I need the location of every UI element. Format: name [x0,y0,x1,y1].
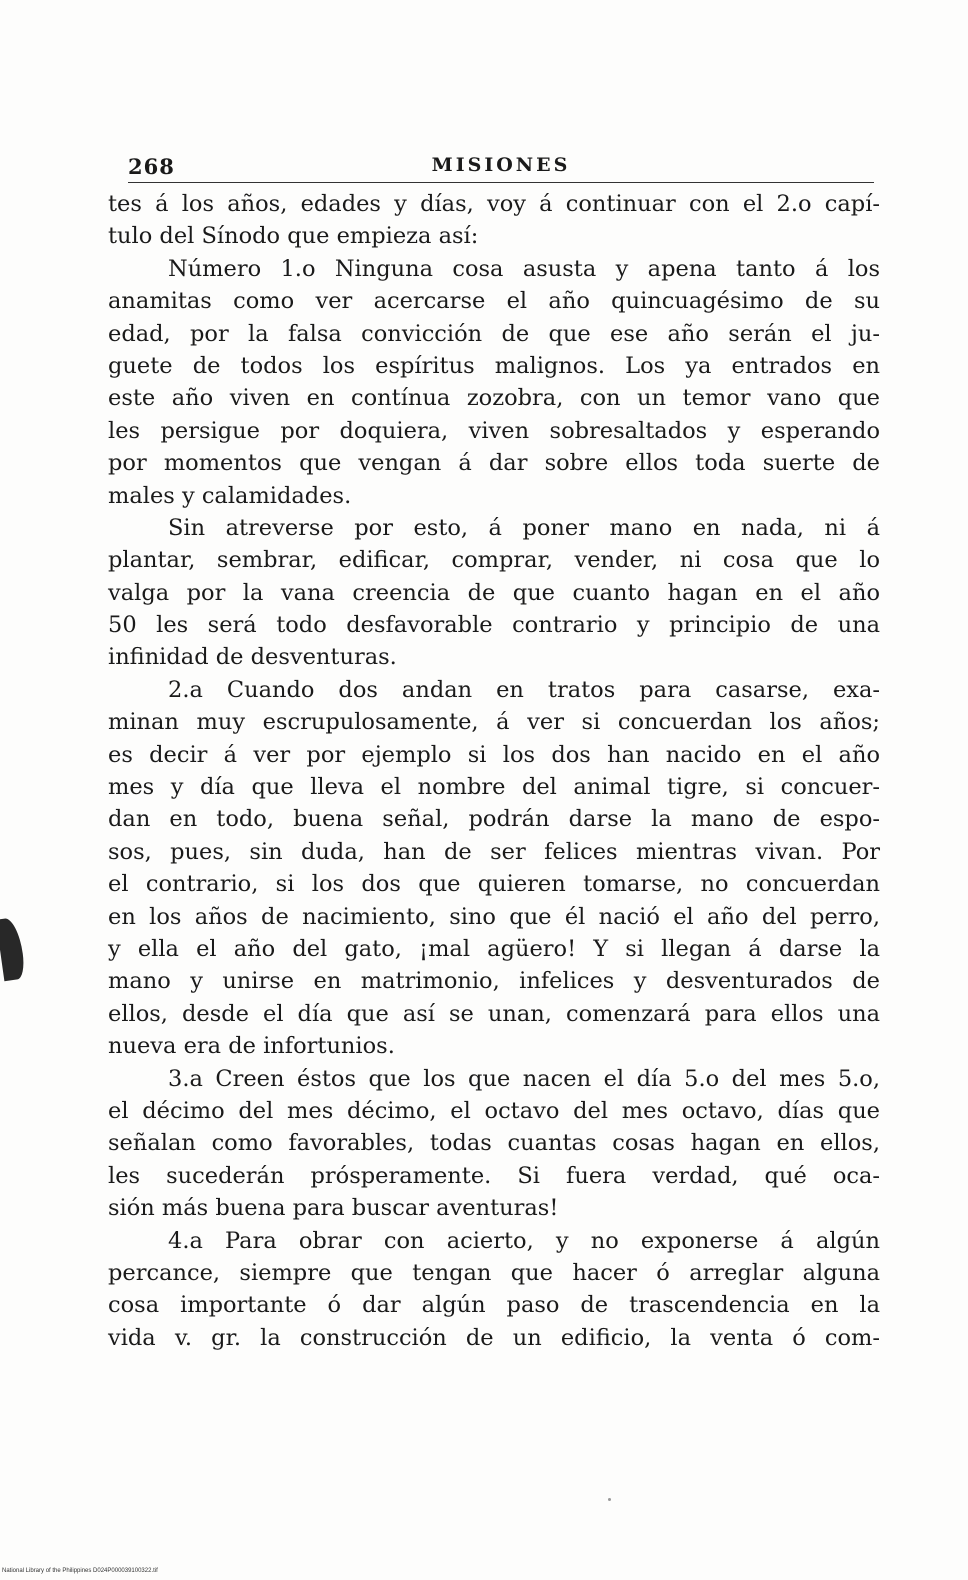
text-line: plantar, sembrar, edificar, comprar, vender, ni cosa que lo [108,547,880,574]
text-line: cosa importante ó dar algún paso de trascendencia en la [108,1292,880,1319]
text-line: edad, por la falsa convicción de que ese año serán el ju- [108,320,880,347]
paragraph-start: 4.a Para obrar con acierto, y no exponerse á algún [168,1227,880,1254]
footer-credit: National Library of the Philippines D024P000039100322.tif [2,1568,158,1574]
text-line: el décimo del mes décimo, el octavo del mes octavo, días que [108,1097,880,1124]
text-line: el contrario, si los dos que quieren tomarse, no concuerdan [108,871,880,898]
paragraph-start: 2.a Cuando dos andan en tratos para casarse, exa- [168,676,880,703]
running-head [128,152,874,183]
text-line: 50 les será todo desfavorable contrario y principio de una [108,612,880,639]
text-line: guete de todos los espíritus malignos. Los ya entrados en [108,352,880,379]
running-title: MISIONES [431,154,571,176]
paragraph-start: Sin atreverse por esto, á poner mano en nada, ni á [168,514,880,541]
text-line: y ella el año del gato, ¡mal agüero! Y si llegan á darse la [108,935,880,962]
text-line: tes á los años, edades y días, voy á continuar con el 2.o capí- [108,191,880,217]
body-text [108,188,880,1354]
text-line: este año viven en contínua zozobra, con un temor vano que [108,385,880,412]
text-line: vida v. gr. la construcción de un edificio, la venta ó com- [108,1324,880,1351]
scan-edge-mark [0,917,26,981]
text-line: por momentos que vengan á dar sobre ellos toda suerte de [108,450,880,477]
paragraph-start: Número 1.o Ninguna cosa asusta y apena tanto á los [168,255,880,282]
text-line: señalan como favorables, todas cuantas cosas hagan en ellos, [108,1130,880,1157]
text-line: mano y unirse en matrimonio, infelices y desventurados de [108,968,880,995]
text-line: les sucederán prósperamente. Si fuera verdad, qué oca- [108,1162,880,1189]
text-line: anamitas como ver acercarse el año quincuagésimo de su [108,288,880,315]
text-line: en los años de nacimiento, sino que él nació el año del perro, [108,903,880,930]
page-number: 268 [128,154,175,179]
text-line: ellos, desde el día que así se unan, comenzará para ellos una [108,1000,880,1027]
text-line: tulo del Sínodo que empieza así: [108,223,479,250]
text-line: les persigue por doquiera, viven sobresaltados y esperando [108,417,880,444]
text-line: nueva era de infortunios. [108,1033,395,1060]
text-line: es decir á ver por ejemplo si los dos han nacido en el año [108,741,880,768]
scan-speck [608,1498,611,1501]
text-line: valga por la vana creencia de que cuanto hagan en el año [108,579,880,606]
text-line: sión más buena para buscar aventuras! [108,1195,559,1222]
text-line: infinidad de desventuras. [108,644,397,671]
paragraph-start: 3.a Creen éstos que los que nacen el día 5.o del mes 5.o, [168,1065,880,1092]
text-line: dan en todo, buena señal, podrán darse la mano de espo- [108,806,880,833]
text-line: sos, pues, sin duda, han de ser felices mientras vivan. Por [108,838,880,865]
text-line: minan muy escrupulosamente, á ver si concuerdan los años; [108,709,880,736]
text-line: percance, siempre que tengan que hacer ó arreglar alguna [108,1259,880,1286]
text-line: males y calamidades. [108,482,352,509]
text-line: mes y día que lleva el nombre del animal tigre, si concuer- [108,774,880,801]
